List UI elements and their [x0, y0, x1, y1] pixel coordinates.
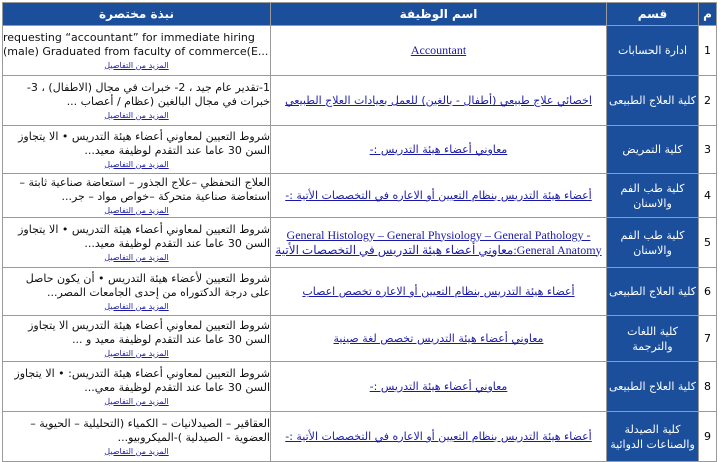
row-number: 4 [699, 174, 717, 218]
row-number: 3 [699, 126, 717, 174]
row-department: ادارة الحسابات [607, 26, 699, 76]
row-number: 9 [699, 412, 717, 462]
more-details-link[interactable]: المزيد من التفاصيل [104, 348, 169, 358]
job-description: requesting “accountant” for immediate hiring (male) Graduated from faculty of commerce(E... [3, 30, 269, 58]
row-department: كلية العلاج الطبيعى [607, 76, 699, 126]
row-number: 1 [699, 26, 717, 76]
row-number: 7 [699, 316, 717, 362]
job-title-link[interactable]: أعضاء هيئة التدريس بنظام التعيين أو الاعاره في التخصصات الأتية :- [285, 189, 592, 202]
table-row [3, 76, 717, 126]
job-description: 1-تقدير عام جيد ، 2- خبرات في مجال (الاطفال) ، 3- خبرات في مجال البالغين (عظام / أعصاب ... [26, 80, 270, 108]
row-job-title-cell [271, 218, 607, 268]
header-title: اسم الوظيفة [271, 3, 607, 26]
table-row [3, 412, 717, 462]
more-details-link[interactable]: المزيد من التفاصيل [104, 396, 169, 406]
more-details-link[interactable]: المزيد من التفاصيل [104, 159, 169, 169]
more-details-link[interactable]: المزيد من التفاصيل [104, 205, 169, 215]
row-job-title-cell [271, 316, 607, 362]
header-num: م [699, 3, 717, 26]
table-row [3, 362, 717, 412]
job-title-link[interactable]: معاوني أعضاء هيئة التدريس :- [369, 380, 508, 393]
table-row [3, 268, 717, 316]
row-description-cell [3, 126, 271, 174]
row-description-cell [3, 174, 271, 218]
more-details-link[interactable]: المزيد من التفاصيل [104, 252, 169, 262]
row-description-cell [3, 268, 271, 316]
row-number: 5 [699, 218, 717, 268]
job-title-link[interactable]: معاوني أعضاء هيئة التدريس :- [369, 143, 508, 156]
job-description: شروط التعيين لمعاوني أعضاء هيئة التدريس • الا يتجاوز السن 30 عاما عند التقدم لوظيفة معيد... [18, 222, 270, 250]
row-description-cell [3, 26, 271, 76]
header-dept: قسم [607, 3, 699, 26]
row-number: 8 [699, 362, 717, 412]
row-number: 2 [699, 76, 717, 126]
table-row [3, 126, 717, 174]
row-job-title-cell [271, 412, 607, 462]
more-details-link[interactable]: المزيد من التفاصيل [104, 110, 169, 120]
row-department: كلية طب الفم والاسنان [607, 174, 699, 218]
row-description-cell [3, 218, 271, 268]
more-details-link[interactable]: المزيد من التفاصيل [104, 446, 169, 456]
job-description: العلاج التحفظي –علاج الجذور – استعاضة صناعية ثابتة – استعاضة صناعية متحركة –خواص مواد – جر... [19, 175, 270, 203]
job-description: شروط التعيين لمعاوني أعضاء هيئة التدريس الا يتجاوز السن 30 عاما عند التقدم لوظيفة معيد و ... [28, 318, 270, 346]
more-details-link[interactable]: المزيد من التفاصيل [104, 60, 169, 70]
row-department: كلية طب الفم والاسنان [607, 218, 699, 268]
row-department: كلية التمريض [607, 126, 699, 174]
job-description: شروط التعيين لمعاوني أعضاء هيئة التدريس: • الا يتجاوز السن 30 عاما عند التقدم لوظيفة معي... [14, 366, 270, 394]
job-title-link[interactable]: معاوني أعضاء هيئة التدريس تخصص لغة صينية [333, 332, 544, 345]
row-description-cell [3, 362, 271, 412]
job-description: شروط التعيين لمعاوني أعضاء هيئة التدريس • الا يتجاوز السن 30 عاما عند التقدم لوظيفة معيد... [18, 129, 270, 157]
row-department: كلية العلاج الطبيعى [607, 362, 699, 412]
row-description-cell [3, 316, 271, 362]
job-description: شروط التعيين لأعضاء هيئة التدريس • أن يكون حاصل على درجة الدكتوراه من إحدى الجامعات المصر... [25, 271, 270, 299]
row-job-title-cell [271, 26, 607, 76]
job-title-link[interactable]: اخصائي علاج طبيعي (أطفال - بالغين) للعمل بعيادات العلاج الطبيعي [285, 94, 592, 107]
row-job-title-cell [271, 268, 607, 316]
jobs-table [2, 2, 717, 462]
job-title-link[interactable]: General Histology – General Physiology – General Pathology - General Anatomy:معاوني أعضاء هيئة التدريس في التخصصات الأتية [275, 227, 602, 257]
more-details-link[interactable]: المزيد من التفاصيل [104, 301, 169, 311]
job-description: العقاقير – الصيدلانيات – الكمياء (التحليلية – الحيوية – العضوية - الصيدلية )-الميكروبيو... [30, 416, 270, 444]
row-department: كلية الصيدلة والصناعات الدوائية [607, 412, 699, 462]
table-header-row [3, 3, 717, 26]
table-row [3, 174, 717, 218]
header-desc: نبذة مختصرة [3, 3, 271, 26]
row-job-title-cell [271, 126, 607, 174]
row-description-cell [3, 412, 271, 462]
row-description-cell [3, 76, 271, 126]
row-job-title-cell [271, 362, 607, 412]
row-department: كلية اللغات والترجمة [607, 316, 699, 362]
job-title-link[interactable]: أعضاء هيئة التدريس بنظام التعيين أو الاعاره تخصص اعصاب [302, 285, 575, 298]
row-job-title-cell [271, 76, 607, 126]
table-row [3, 218, 717, 268]
table-row [3, 316, 717, 362]
job-title-link[interactable]: أعضاء هيئة التدريس بنظام التعيين أو الاعاره في التخصصات الأتية :- [285, 430, 592, 443]
row-department: كلية العلاج الطبيعى [607, 268, 699, 316]
row-number: 6 [699, 268, 717, 316]
row-job-title-cell [271, 174, 607, 218]
table-row [3, 26, 717, 76]
job-title-link[interactable]: Accountant [410, 43, 467, 57]
